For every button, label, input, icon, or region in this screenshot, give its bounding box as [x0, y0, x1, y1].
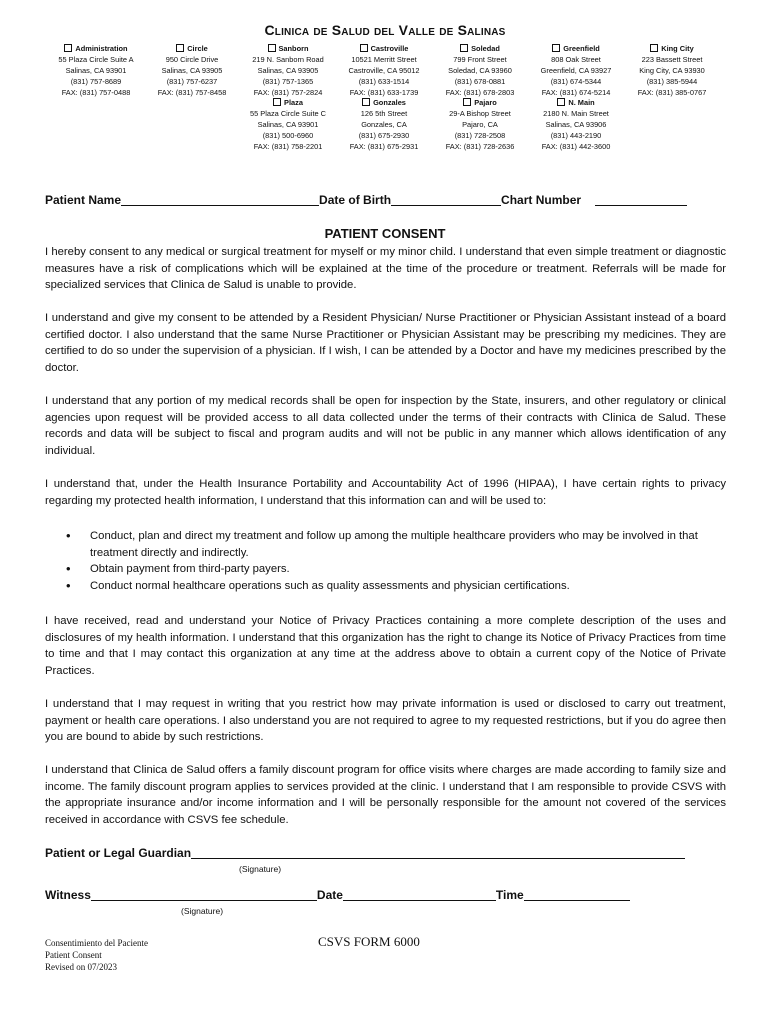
site-name: Plaza [284, 98, 303, 107]
site-name: Sanborn [278, 44, 309, 53]
site-fax: FAX: (831) 678-2803 [445, 88, 515, 97]
site-fax: FAX: (831) 633-1739 [349, 88, 419, 97]
site-phone: (831) 674-5344 [550, 77, 602, 86]
consent-paragraph-7: I understand that Clinica de Salud offers a family discount program for office visits where charges are made according to family size and income. The family discount program applies to services provided at the clinic. I understand that I am responsible to provide CSVS with the appropriate insurance and/or income information and I will be personally responsible for the amount not covered of the services received in accordance with CSVS fee schedule. [45, 764, 726, 826]
site-city: Salinas, CA 93901 [65, 66, 127, 75]
site-address: 950 Circle Drive [165, 55, 219, 64]
site-city: Castroville, CA 95012 [348, 66, 420, 75]
site-n-main [528, 97, 624, 152]
site-greenfield [528, 43, 624, 98]
site-city: Soledad, CA 93960 [448, 66, 512, 75]
consent-paragraph-4: I understand that, under the Health Insurance Portability and Accountability Act of 1996 (HIPAA), I have certain rights to privacy regarding my protected health information, I understand that this information can and will be used to: [45, 478, 726, 507]
site-checkbox[interactable] [176, 44, 184, 52]
consent-paragraph-6: I understand that I may request in writing that you restrict how may private information is used or disclosed to carry out treatment, payment or health care operations. I also understand you are not required to agree to my requested restrictions, but if you do agree then you are bound to abide by such restrictions. [45, 698, 726, 743]
list-item: • Conduct normal healthcare operations such as quality assessments and physician certifications. [62, 578, 726, 595]
site-checkbox[interactable] [362, 98, 370, 106]
site-address: 10521 Merritt Street [351, 55, 417, 64]
site-checkbox[interactable] [360, 44, 368, 52]
footer-spanish-title: Consentimiento del Paciente [45, 938, 148, 948]
consent-heading: PATIENT CONSENT [324, 226, 446, 241]
site-sanborn [240, 43, 336, 98]
site-city: Greenfield, CA 93927 [540, 66, 612, 75]
site-phone: (831) 633-1514 [358, 77, 410, 86]
hipaa-uses-list [62, 528, 726, 594]
site-administration [48, 43, 144, 98]
site-address: 55 Plaza Circle Suite A [58, 55, 134, 64]
clinic-title: Clinica de Salud del Valle de Salinas [264, 22, 506, 38]
site-name: Administration [75, 44, 128, 53]
site-city: Gonzales, CA [361, 120, 407, 129]
site-address: 223 Bassett Street [641, 55, 703, 64]
site-checkbox[interactable] [64, 44, 72, 52]
footer-english-title: Patient Consent [45, 950, 102, 960]
guardian-signature-field[interactable] [191, 846, 685, 859]
site-fax: FAX: (831) 757-2824 [253, 88, 323, 97]
consent-paragraph-1: I hereby consent to any medical or surgical treatment for myself or my minor child. I understand that even simple treatment or diagnostic measures have a risk of complications which will be explained at the time of the procedure or treatment. Referrals will be made for specialized services that Clinica de Salud is unable to provide. [45, 246, 726, 291]
clinic-sites-row-1 [48, 43, 720, 98]
list-item: • Obtain payment from third-party payers. [62, 561, 726, 578]
list-item: • Conduct, plan and direct my treatment and follow up among the multiple healthcare providers who may be involved in that treatment directly and indirectly. [62, 528, 726, 561]
site-fax: FAX: (831) 385-0767 [637, 88, 707, 97]
site-pajaro [432, 97, 528, 152]
site-address: 126 5th Street [360, 109, 408, 118]
time-field[interactable] [524, 888, 630, 901]
dob-label: Date of Birth [319, 193, 392, 207]
site-phone: (831) 678-0881 [454, 77, 506, 86]
witness-label: Witness [45, 888, 91, 902]
site-fax: FAX: (831) 728-2636 [445, 142, 515, 151]
date-field[interactable] [343, 888, 496, 901]
site-circle [144, 43, 240, 98]
consent-paragraph-3: I understand that any portion of my medical records shall be open for inspection by the State, insurers, and other regulatory or clinical agencies upon request will be provided access to all data collected under the terms of their contracts with Clinica de Salud. These records and data will be subject to fiscal and program audits and will not be public in any manner which allows identification of any individual. [45, 395, 726, 457]
site-fax: FAX: (831) 442-3600 [541, 142, 611, 151]
site-fax: FAX: (831) 757-0488 [61, 88, 131, 97]
site-name: Pajaro [474, 98, 497, 107]
guardian-label: Patient or Legal Guardian [45, 846, 192, 860]
site-address: 55 Plaza Circle Suite C [250, 109, 326, 118]
site-phone: (831) 443-2190 [550, 131, 602, 140]
consent-paragraph-5: I have received, read and understand your Notice of Privacy Practices containing a more complete description of the uses and disclosures of my health information. I understand that this organization has the right to change its Notice of Privacy Practices from time to time and that I may contact this organization at any time at the address above to obtain a current copy of the Notice of Private Practices. [45, 615, 726, 677]
site-checkbox[interactable] [552, 44, 560, 52]
site-fax: FAX: (831) 758-2201 [253, 142, 323, 151]
site-name: King City [661, 44, 694, 53]
witness-signature-field[interactable] [91, 888, 317, 901]
site-phone: (831) 728-2508 [454, 131, 506, 140]
site-address: 29-A Bishop Street [449, 109, 511, 118]
site-castroville [336, 43, 432, 98]
dob-field[interactable] [391, 193, 501, 206]
site-soledad [432, 43, 528, 98]
clinic-sites-row-2 [240, 97, 625, 152]
form-footer [45, 937, 148, 973]
site-fax: FAX: (831) 674-5214 [541, 88, 611, 97]
site-city: Salinas, CA 93906 [545, 120, 607, 129]
site-name: Soledad [471, 44, 500, 53]
site-city: Salinas, CA 93901 [257, 120, 319, 129]
site-address: 2180 N. Main Street [543, 109, 609, 118]
site-name: N. Main [568, 98, 595, 107]
site-name: Gonzales [373, 98, 406, 107]
site-gonzales [336, 97, 432, 152]
chart-number-label: Chart Number [501, 193, 582, 207]
guardian-signature-row [45, 846, 685, 860]
site-address: 808 Oak Street [551, 55, 601, 64]
chart-number-field[interactable] [595, 193, 687, 206]
site-name: Castroville [370, 44, 409, 53]
site-phone: (831) 675-2930 [358, 131, 410, 140]
site-phone: (831) 757-6237 [166, 77, 218, 86]
site-fax: FAX: (831) 757-8458 [157, 88, 227, 97]
site-phone: (831) 757-1365 [262, 77, 314, 86]
site-phone: (831) 757-8689 [70, 77, 122, 86]
consent-paragraph-2: I understand and give my consent to be attended by a Resident Physician/ Nurse Practitioner or Physician Assistant instead of a board certified doctor. I also understand that the same Nurse Practitioner or Physician Assistant may be prescribing my medicines. They are certified to do so under the supervision of a physician. If I wish, I can be attended by a Doctor and have my medicines prescribed by the doctor. [45, 312, 726, 374]
site-name: Greenfield [563, 44, 600, 53]
date-label: Date [316, 888, 343, 902]
patient-name-label: Patient Name [45, 193, 122, 207]
site-fax: FAX: (831) 675-2931 [349, 142, 419, 151]
site-checkbox[interactable] [463, 98, 471, 106]
site-city: King City, CA 93930 [639, 66, 705, 75]
site-checkbox[interactable] [273, 98, 281, 106]
site-phone: (831) 385-5944 [646, 77, 698, 86]
time-label: Time [495, 888, 524, 902]
site-plaza [240, 97, 336, 152]
witness-signature-caption: (Signature) [181, 906, 224, 916]
site-checkbox[interactable] [460, 44, 468, 52]
site-king-city [624, 43, 720, 98]
site-address: 799 Front Street [453, 55, 507, 64]
site-phone: (831) 500-6960 [262, 131, 314, 140]
site-city: Pajaro, CA [462, 120, 498, 129]
form-number: CSVS FORM 6000 [318, 934, 420, 949]
footer-revision: Revised on 07/2023 [45, 962, 117, 972]
guardian-signature-caption: (Signature) [239, 864, 282, 874]
witness-row [45, 888, 630, 902]
site-address: 219 N. Sanborn Road [252, 55, 324, 64]
patient-name-field[interactable] [121, 193, 319, 206]
site-checkbox[interactable] [650, 44, 658, 52]
patient-info-row [45, 193, 687, 207]
site-name: Circle [187, 44, 208, 53]
site-checkbox[interactable] [557, 98, 565, 106]
site-city: Salinas, CA 93905 [161, 66, 223, 75]
site-city: Salinas, CA 93905 [257, 66, 319, 75]
site-checkbox[interactable] [268, 44, 276, 52]
